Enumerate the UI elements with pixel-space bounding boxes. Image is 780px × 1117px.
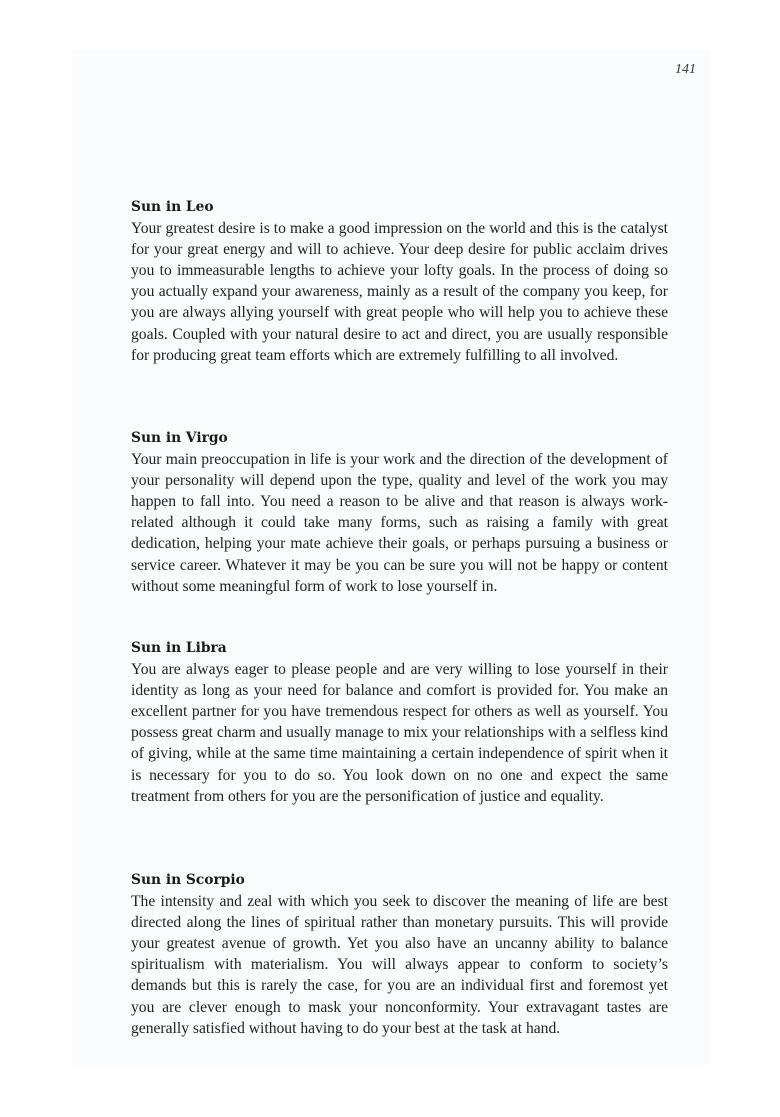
section-sun-in-leo <box>131 197 668 366</box>
page-number: 141 <box>675 62 696 77</box>
section-heading: Sun in Scorpio <box>131 872 245 888</box>
section-sun-in-libra <box>131 638 668 807</box>
section-body: You are always eager to please people and are very willing to lose yourself in their identity as long as your need for balance and comfort is provided for. You make an excellent partner for you have tremendous respect for others as well as yourself. You possess great charm and usually manage to mix your relationships with a selfless kind of giving, while at the same time maintaining a certain independence of spirit when it is necessary for you to do so. You look down on no one and expect the same treatment from others for you are the personification of justice and equality. <box>131 661 668 805</box>
section-heading: Sun in Leo <box>131 199 214 215</box>
section-body: Your main preoccupation in life is your work and the direction of the development of your personality will depend upon the type, quality and level of the work you may happen to fall into. You need a reason to be alive and that reason is always work-related although it could take many forms, such as raising a family with great dedication, helping your mate achieve their goals, or perhaps pursuing a business or service career. Whatever it may be you can be sure you will not be happy or content without some meaningful form of work to lose yourself in. <box>131 451 668 595</box>
section-sun-in-virgo <box>131 428 668 597</box>
section-sun-in-scorpio <box>131 870 668 1039</box>
section-heading: Sun in Virgo <box>131 430 228 446</box>
section-body: Your greatest desire is to make a good impression on the world and this is the catalyst for your great energy and will to achieve. Your deep desire for public acclaim drives you to immeasurable lengths to achieve your lofty goals. In the process of doing so you actually expand your awareness, mainly as a result of the company you keep, for you are always allying yourself with great people who will help you to achieve these goals. Coupled with your natural desire to act and direct, you are usually responsible for producing great team efforts which are extremely fulfilling to all involved. <box>131 220 668 364</box>
section-body: The intensity and zeal with which you seek to discover the meaning of life are best directed along the lines of spiritual rather than monetary pursuits. This will provide your greatest avenue of growth. Yet you also have an uncanny ability to balance spiritualism with materialism. You will always appear to conform to society’s demands but this is rarely the case, for you are an individual first and foremost yet you are clever enough to mask your nonconformity. Your extravagant tastes are generally satisfied without having to do your best at the task at hand. <box>131 893 668 1037</box>
section-heading: Sun in Libra <box>131 640 227 656</box>
